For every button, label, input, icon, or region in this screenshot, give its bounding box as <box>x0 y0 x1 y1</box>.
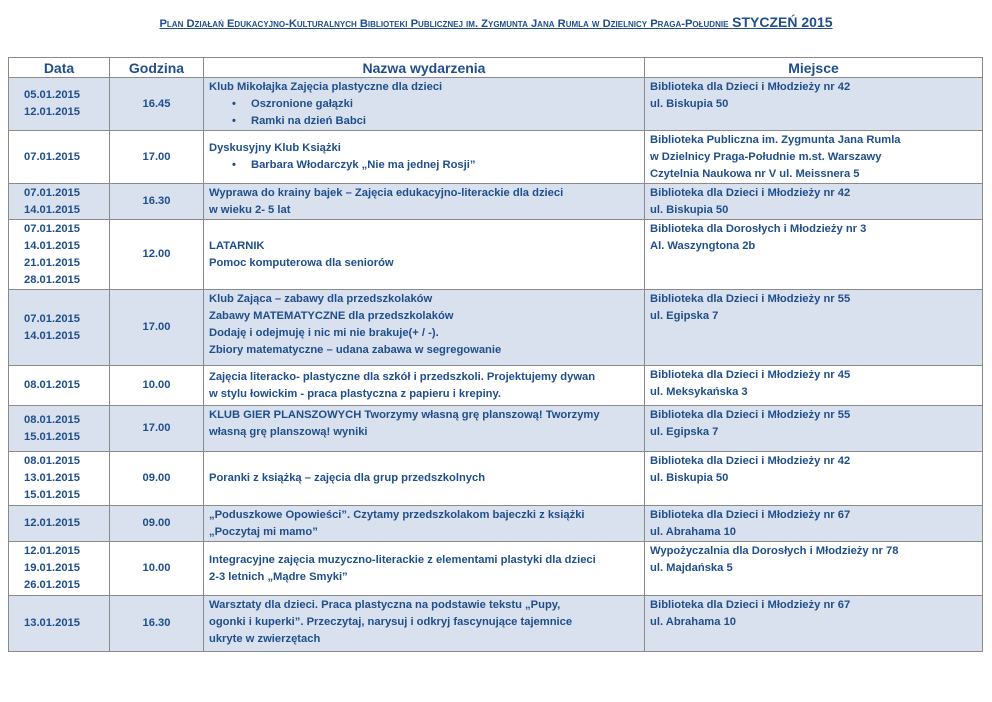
event-name-line: w wieku 2- 5 lat <box>209 204 291 216</box>
event-name <box>204 506 645 542</box>
table-row <box>9 366 983 406</box>
document-title-month: STYCZEŃ 2015 <box>732 14 833 30</box>
table-row <box>9 596 983 652</box>
event-dates <box>9 131 110 184</box>
event-name-line: LATARNIK <box>209 239 265 252</box>
place-line: w Dzielnicy Praga-Południe m.st. Warszawy <box>650 151 882 163</box>
event-date: 08.01.2015 <box>24 379 80 391</box>
event-subitems <box>209 157 639 174</box>
event-date: 28.01.2015 <box>24 273 80 286</box>
event-date: 07.01.2015 <box>24 222 80 235</box>
place-line: ul. Majdańska 5 <box>650 562 733 574</box>
place-line: Biblioteka dla Dorosłych i Młodzieży nr 3 <box>650 223 867 235</box>
event-name <box>204 406 645 452</box>
place-line: Biblioteka dla Dzieci i Młodzieży nr 42 <box>650 187 851 199</box>
event-name <box>204 220 645 290</box>
document-title-main: Plan Działań Edukacyjno-Kulturalnych Biblioteki Publicznej im. Zygmunta Jana Rumla w Dzielnicy Praga-Południe <box>159 18 729 30</box>
place-line: Biblioteka dla Dzieci i Młodzieży nr 67 <box>650 599 851 611</box>
event-name-line: Warsztaty dla dzieci. Praca plastyczna na podstawie tekstu „Pupy, <box>209 599 561 611</box>
table-row <box>9 131 983 184</box>
place-line: ul. Biskupia 50 <box>650 98 729 110</box>
place-line: Biblioteka Publiczna im. Zygmunta Jana Rumla <box>650 134 901 146</box>
table-header-row <box>9 58 983 78</box>
event-place <box>645 184 983 220</box>
event-name-line: Zabawy MATEMATYCZNE dla przedszkolaków <box>209 310 454 322</box>
column-header-date: Data <box>9 58 110 78</box>
table-row <box>9 406 983 452</box>
event-dates <box>9 290 110 366</box>
event-date: 19.01.2015 <box>24 562 80 574</box>
event-date: 13.01.2015 <box>24 617 80 629</box>
event-dates <box>9 542 110 596</box>
event-hour: 17.00 <box>110 131 204 184</box>
event-date: 14.01.2015 <box>24 203 80 216</box>
bullet-icon: • <box>232 98 236 110</box>
event-hour: 17.00 <box>110 290 204 366</box>
event-hour: 12.00 <box>110 220 204 290</box>
event-name-line: Klub Mikołajka Zajęcia plastyczne dla dzieci <box>209 81 443 93</box>
event-name <box>204 78 645 131</box>
place-line: Biblioteka dla Dzieci i Młodzieży nr 55 <box>650 409 851 421</box>
event-subitem-text: Oszronione gałązki <box>251 98 353 110</box>
event-date: 07.01.2015 <box>24 150 80 163</box>
event-name <box>204 290 645 366</box>
table-row <box>9 78 983 131</box>
event-name-line: „Poczytaj mi mamo” <box>209 526 318 538</box>
table-row <box>9 542 983 596</box>
event-name-line: „Poduszkowe Opowieści”. Czytamy przedszkolakom bajeczki z książki <box>209 509 585 521</box>
event-place <box>645 542 983 596</box>
event-name <box>204 452 645 506</box>
event-date: 05.01.2015 <box>24 89 80 101</box>
table-row <box>9 290 983 366</box>
table-row <box>9 184 983 220</box>
event-hour: 09.00 <box>110 506 204 542</box>
event-date: 14.01.2015 <box>24 329 80 342</box>
event-dates <box>9 184 110 220</box>
event-subitem <box>209 113 639 130</box>
event-dates <box>9 78 110 131</box>
event-date: 07.01.2015 <box>24 312 80 325</box>
place-line: ul. Meksykańska 3 <box>650 386 748 398</box>
column-header-hour: Godzina <box>110 58 204 78</box>
place-line: Biblioteka dla Dzieci i Młodzieży nr 45 <box>650 369 851 381</box>
place-line: ul. Egipska 7 <box>650 310 719 322</box>
event-date: 15.01.2015 <box>24 489 80 501</box>
event-date: 21.01.2015 <box>24 256 80 269</box>
place-line: Wypożyczalnia dla Dorosłych i Młodzieży nr 78 <box>650 545 899 557</box>
event-name <box>204 184 645 220</box>
event-name-line: Zajęcia literacko- plastyczne dla szkół i przedszkoli. Projektujemy dywan <box>209 370 596 383</box>
event-place <box>645 220 983 290</box>
event-place <box>645 131 983 184</box>
place-line: ul. Abrahama 10 <box>650 526 737 538</box>
event-place <box>645 506 983 542</box>
table-row <box>9 452 983 506</box>
event-subitem-text: Ramki na dzień Babci <box>251 115 367 127</box>
event-name-line: ukryte w zwierzętach <box>209 633 321 645</box>
place-line: ul. Egipska 7 <box>650 426 719 438</box>
event-date: 12.01.2015 <box>24 517 80 529</box>
event-place <box>645 406 983 452</box>
event-dates <box>9 452 110 506</box>
event-name-line: Integracyjne zajęcia muzyczno-literackie z elementami plastyki dla dzieci <box>209 553 596 566</box>
event-name <box>204 131 645 184</box>
event-name <box>204 542 645 596</box>
event-name-line: ogonki i kuperki”. Przeczytaj, narysuj i odkryj fascynujące tajemnice <box>209 616 573 628</box>
event-name-line: Poranki z książką – zajęcia dla grup przedszkolnych <box>209 472 486 484</box>
event-hour: 16.45 <box>110 78 204 131</box>
place-line: Al. Waszyngtona 2b <box>650 240 756 252</box>
place-line: Biblioteka dla Dzieci i Młodzieży nr 67 <box>650 509 851 521</box>
event-date: 07.01.2015 <box>24 186 80 199</box>
event-hour: 17.00 <box>110 406 204 452</box>
event-date: 08.01.2015 <box>24 455 80 467</box>
event-dates <box>9 596 110 652</box>
event-date: 15.01.2015 <box>24 430 80 443</box>
event-date: 14.01.2015 <box>24 239 80 252</box>
event-dates <box>9 506 110 542</box>
event-date: 08.01.2015 <box>24 413 80 426</box>
event-name <box>204 596 645 652</box>
event-name-line: KLUB GIER PLANSZOWYCH Tworzymy własną grę planszową! Tworzymy <box>209 409 600 421</box>
place-line: Biblioteka dla Dzieci i Młodzieży nr 42 <box>650 455 851 467</box>
bullet-icon: • <box>232 159 236 171</box>
event-place <box>645 452 983 506</box>
event-dates <box>9 220 110 290</box>
event-place <box>645 366 983 406</box>
event-name-line: Dodaję i odejmuję i nic mi nie brakuje(+ / -). <box>209 327 439 339</box>
event-hour: 10.00 <box>110 542 204 596</box>
event-place <box>645 290 983 366</box>
place-line: Biblioteka dla Dzieci i Młodzieży nr 42 <box>650 81 851 93</box>
event-date: 13.01.2015 <box>24 472 80 484</box>
event-subitem <box>209 157 639 174</box>
event-hour: 16.30 <box>110 184 204 220</box>
event-name-line: własną grę planszową! wyniki <box>209 426 368 438</box>
column-header-event-name: Nazwa wydarzenia <box>204 58 645 78</box>
event-dates <box>9 406 110 452</box>
event-subitem <box>209 96 639 113</box>
column-header-place: Miejsce <box>645 58 983 78</box>
event-date: 12.01.2015 <box>24 106 80 118</box>
table-row <box>9 220 983 290</box>
event-place <box>645 596 983 652</box>
event-name-line: 2-3 letnich „Mądre Smyki” <box>209 570 348 583</box>
event-subitem-text: Barbara Włodarczyk „Nie ma jednej Rosji” <box>251 159 476 171</box>
event-date: 26.01.2015 <box>24 579 80 591</box>
place-line: ul. Biskupia 50 <box>650 472 729 484</box>
event-name-line: Wyprawa do krainy bajek – Zajęcia edukacyjno-literackie dla dzieci <box>209 187 564 199</box>
event-name-line: w stylu łowickim - praca plastyczna z papieru i krepiny. <box>209 387 502 400</box>
place-line: ul. Abrahama 10 <box>650 616 737 628</box>
table-row <box>9 506 983 542</box>
events-table <box>8 57 983 652</box>
place-line: Czytelnia Naukowa nr V ul. Meissnera 5 <box>650 168 860 180</box>
event-place <box>645 78 983 131</box>
event-dates <box>9 366 110 406</box>
place-line: Biblioteka dla Dzieci i Młodzieży nr 55 <box>650 293 851 305</box>
document-title <box>0 14 992 30</box>
bullet-icon: • <box>232 115 236 127</box>
event-name-line: Dyskusyjny Klub Książki <box>209 142 341 154</box>
place-line: ul. Biskupia 50 <box>650 204 729 216</box>
event-name-line: Pomoc komputerowa dla seniorów <box>209 256 394 269</box>
event-name-line: Zbiory matematyczne – udana zabawa w segregowanie <box>209 344 502 356</box>
event-name <box>204 366 645 406</box>
event-name-line: Klub Zająca – zabawy dla przedszkolaków <box>209 293 433 305</box>
event-hour: 16.30 <box>110 596 204 652</box>
event-hour: 09.00 <box>110 452 204 506</box>
event-subitems <box>209 96 639 130</box>
event-hour: 10.00 <box>110 366 204 406</box>
event-date: 12.01.2015 <box>24 545 80 557</box>
